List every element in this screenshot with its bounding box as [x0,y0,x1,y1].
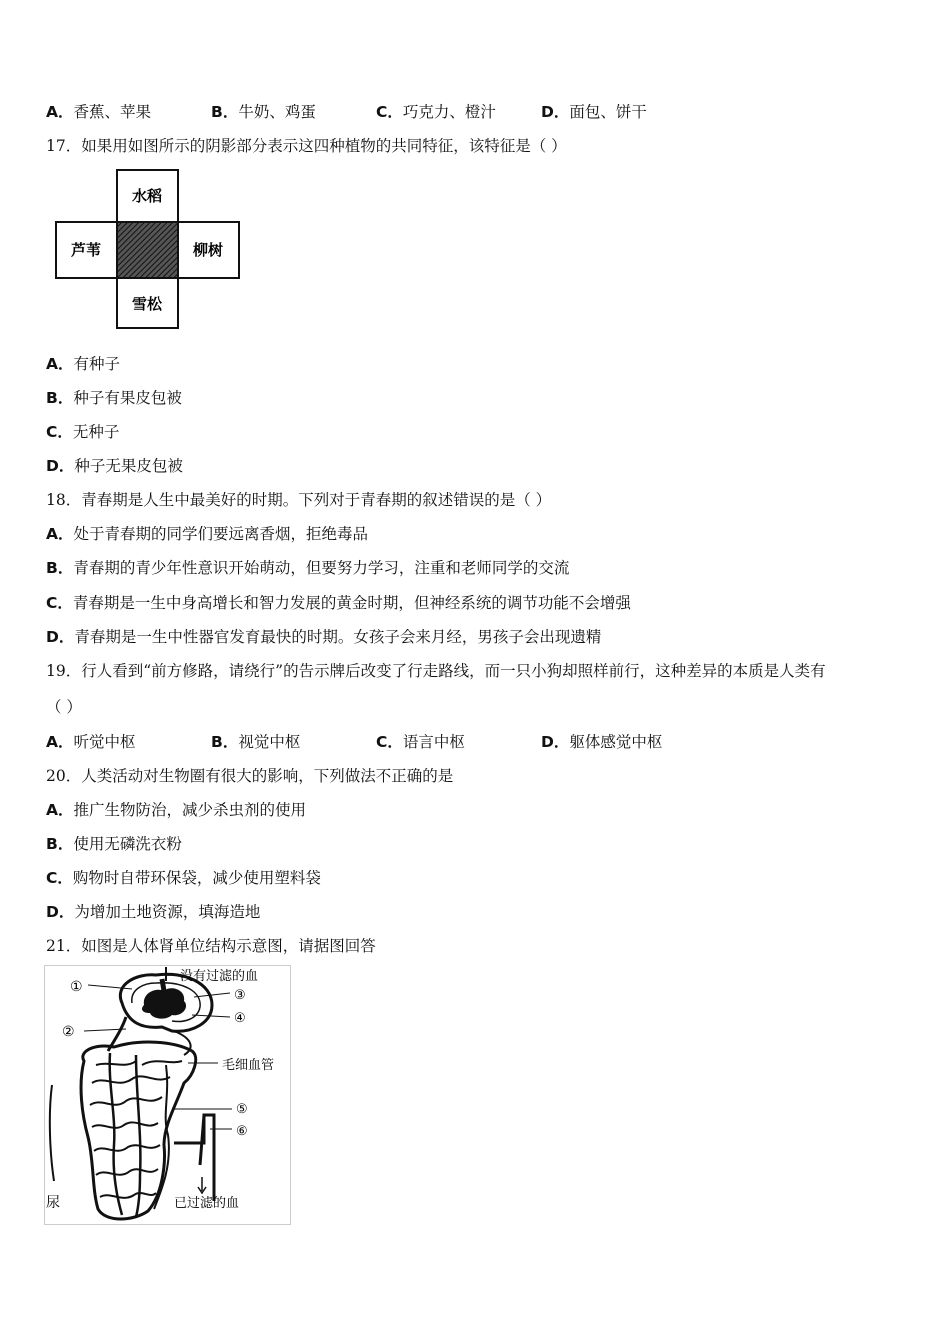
label-liushu: 柳树 [192,241,224,259]
q19-stem: 19．行人看到“前方修路，请绕行”的告示牌后改变了行走路线，而一只小狗却照样前行，这种差异的本质是人类有 [46,662,826,680]
q17-plant-figure [52,167,244,333]
q18-stem: 18．青春期是人生中最美好的时期。下列对于青春期的叙述错误的是（ ） [46,491,552,509]
q16-option-c[interactable]: C．巧克力、橙汁 [376,103,496,121]
q19-option-c[interactable]: C．语言中枢 [376,733,465,751]
q20-option-c[interactable]: C．购物时自带环保袋，减少使用塑料袋 [46,869,321,887]
q19-option-a[interactable]: A．听觉中枢 [46,733,136,751]
label-2: ② [62,1024,75,1040]
q18-option-a[interactable]: A．处于青春期的同学们要远离香烟，拒绝毒品 [46,525,369,543]
label-luwei: 芦苇 [70,241,102,259]
label-urine: 尿 [46,1195,60,1211]
q16-option-d[interactable]: D．面包、饼干 [541,103,647,121]
q16-option-b[interactable]: B．牛奶、鸡蛋 [211,103,316,121]
q20-option-b[interactable]: B．使用无磷洗衣粉 [46,835,182,853]
label-6: ⑥ [236,1124,248,1139]
label-capillary: 毛细血管 [222,1058,275,1073]
q16-option-a[interactable]: A．香蕉、苹果 [46,103,152,121]
q18-option-c[interactable]: C．青春期是一生中身高增长和智力发展的黄金时期，但神经系统的调节功能不会增强 [46,594,631,612]
q17-option-d[interactable]: D．种子无果皮包被 [46,457,183,475]
label-4: ④ [234,1011,246,1026]
q21-stem: 21．如图是人体肾单位结构示意图，请据图回答 [46,937,376,955]
label-1: ① [70,979,83,995]
shaded-center [117,222,178,278]
q19-option-b[interactable]: B．视觉中枢 [211,733,301,751]
q17-stem: 17．如果用如图所示的阴影部分表示这四种植物的共同特征，该特征是（ ） [46,137,567,155]
q17-option-c[interactable]: C．无种子 [46,423,120,441]
label-3: ③ [234,988,246,1003]
q19-stem-blank: （ ） [46,698,82,716]
q17-option-a[interactable]: A．有种子 [46,355,121,373]
label-5: ⑤ [236,1102,248,1117]
q20-option-a[interactable]: A．推广生物防治，减少杀虫剂的使用 [46,801,307,819]
q20-stem: 20．人类活动对生物圈有很大的影响，下列做法不正确的是 [46,767,454,785]
label-shuidao: 水稻 [131,187,163,205]
label-unfiltered-blood: 没有过滤的血 [180,969,259,984]
label-filtered-blood: 已过滤的血 [174,1196,240,1211]
q18-option-d[interactable]: D．青春期是一生中性器官发育最快的时期。女孩子会来月经，男孩子会出现遗精 [46,628,602,646]
q18-option-b[interactable]: B．青春期的青少年性意识开始萌动，但要努力学习，注重和老师同学的交流 [46,559,570,577]
q20-option-d[interactable]: D．为增加土地资源，填海造地 [46,903,261,921]
label-xuesong: 雪松 [131,295,163,313]
q17-option-b[interactable]: B．种子有果皮包被 [46,389,182,407]
q19-option-d[interactable]: D．躯体感觉中枢 [541,733,663,751]
q21-nephron-figure [44,965,292,1226]
